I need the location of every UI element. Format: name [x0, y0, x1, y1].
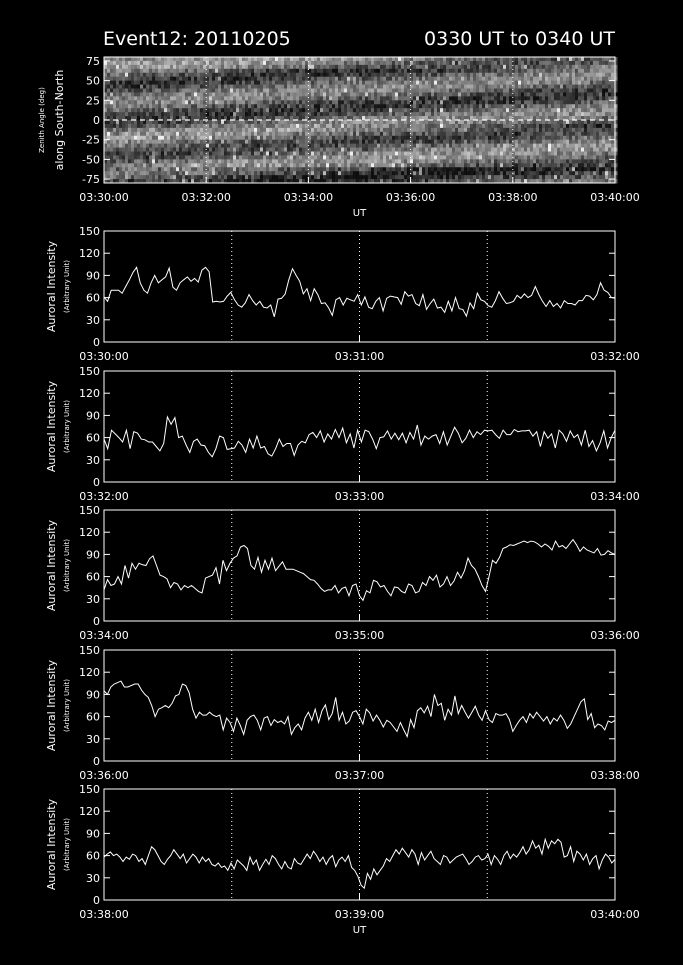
keogram-plot	[104, 57, 618, 184]
figure-title-right: 0330 UT to 0340 UT	[424, 28, 615, 50]
figure-title-left: Event12: 20110205	[103, 28, 291, 50]
